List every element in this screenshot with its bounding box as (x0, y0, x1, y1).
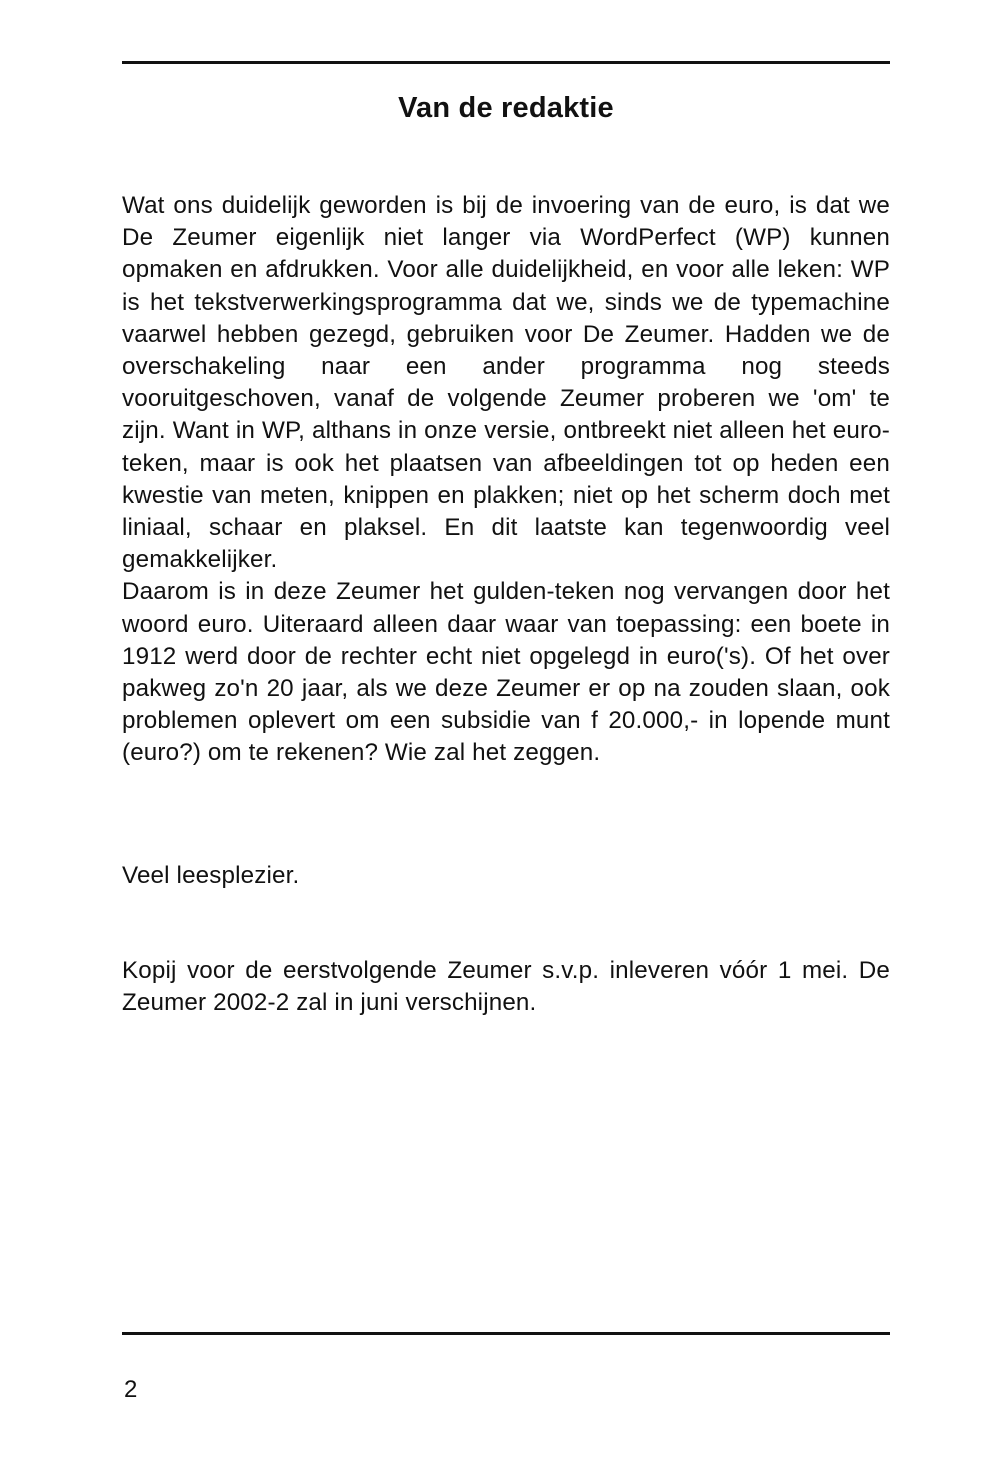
article-paragraph-1: Wat ons duidelijk geworden is bij de invoering van de euro, is dat we De Zeumer eigenlijk niet langer via WordPerfect (WP) kunnen opmaken en afdrukken. Voor alle duidelijkheid, en voor alle leken: WP is het tekstverwerkingsprogramma dat we, sinds we de typemachine vaarwel hebben gezegd, gebruiken voor De Zeumer. Hadden we de overschakeling naar een ander programma nog steeds vooruitgeschoven, vanaf de volgende Zeumer proberen we 'om' te zijn. Want in WP, althans in onze versie, ontbreekt niet alleen het euro-teken, maar is ook het plaatsen van afbeeldingen tot op heden een kwestie van meten, knippen en plakken; niet op het scherm doch met liniaal, schaar en plaksel. En dit laatste kan tegenwoordig veel gemakkelijker. (122, 192, 890, 574)
closing-line: Veel leesplezier. (122, 862, 300, 889)
article-title: Van de redaktie (398, 92, 614, 124)
article-paragraph-2: Daarom is in deze Zeumer het gulden-teken nog vervangen door het woord euro. Uiteraard alleen daar waar van toepassing: een boete in 1912 werd door de rechter echt niet opgelegd in euro('s). Of het over pakweg zo'n 20 jaar, als we deze Zeumer er op na zouden slaan, ook problemen oplevert om een subsidie van f 20.000,- in lopende munt (euro?) om te rekenen? Wie zal het zeggen. (122, 578, 890, 767)
article-body (122, 190, 890, 770)
submission-notice: Kopij voor de eerstvolgende Zeumer s.v.p. inleveren vóór 1 mei. De Zeumer 2002-2 zal in juni verschijnen. (122, 957, 890, 1017)
bottom-divider (122, 1332, 890, 1335)
top-divider (122, 61, 890, 64)
page-number: 2 (124, 1376, 138, 1403)
